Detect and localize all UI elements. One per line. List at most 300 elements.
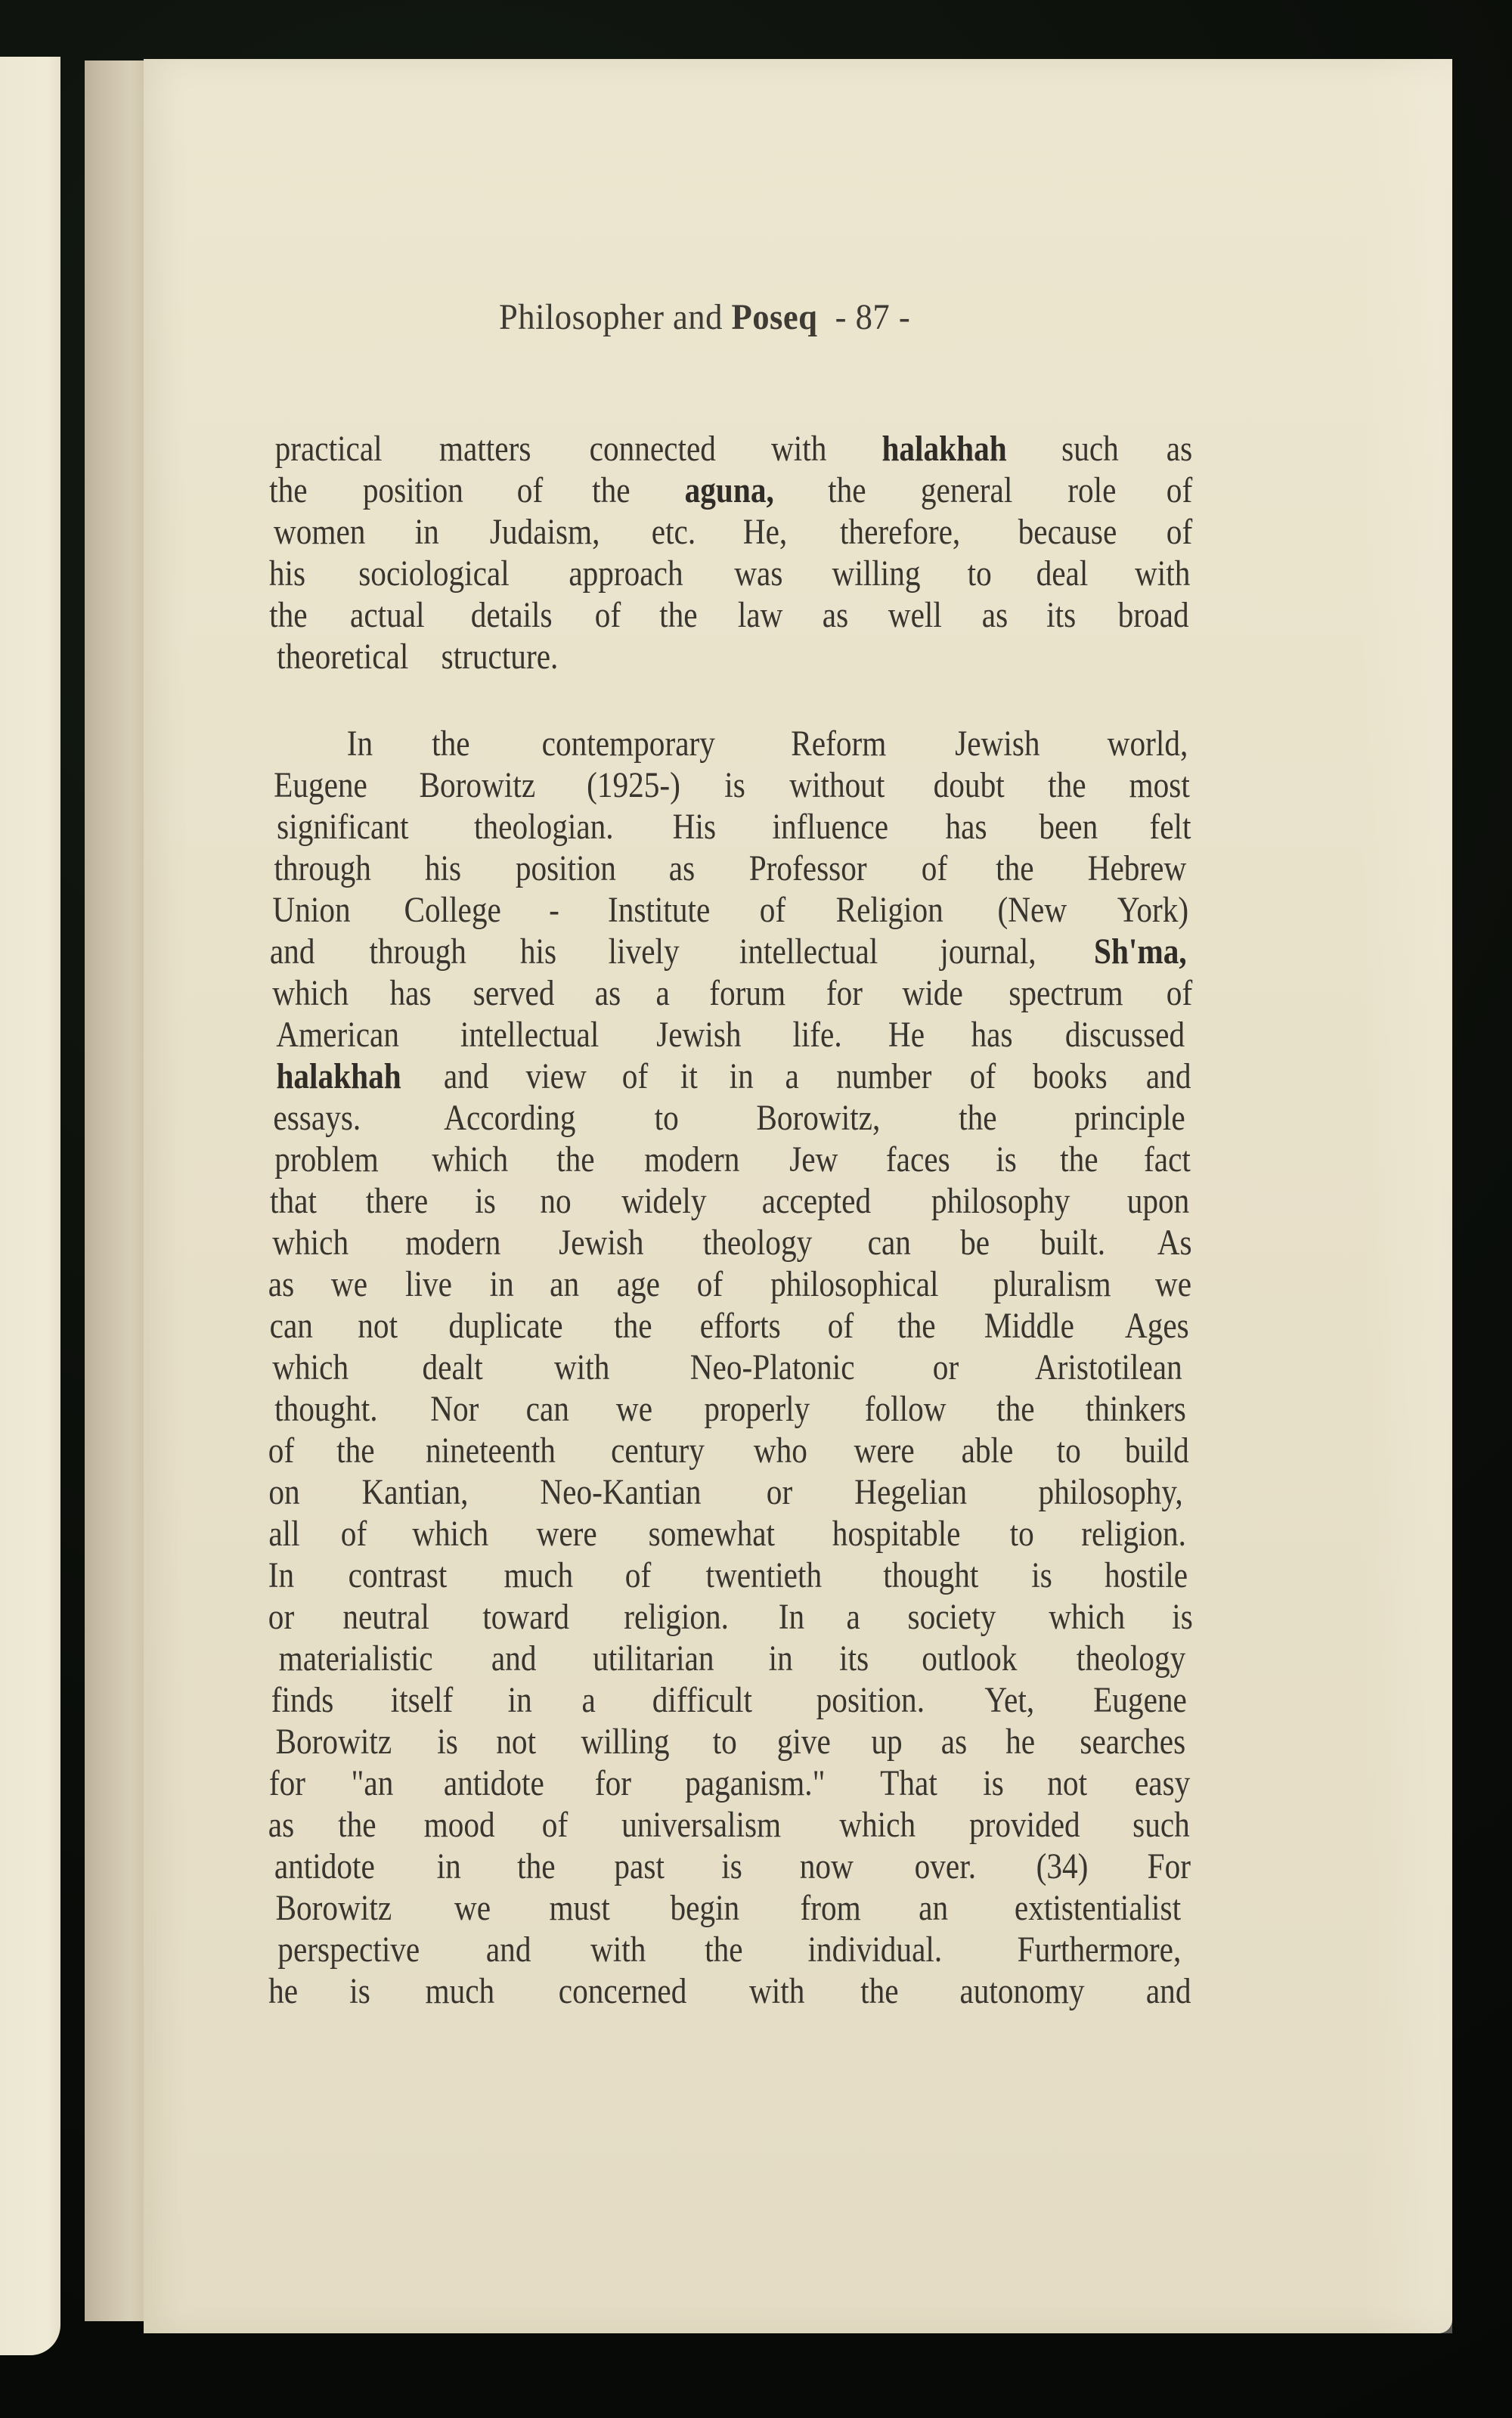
word: (1925-) [587, 765, 681, 805]
word: Ages [1125, 1306, 1190, 1346]
text-line [266, 1097, 1194, 1139]
word: without [789, 765, 885, 805]
text-line [266, 1430, 1194, 1472]
facing-page-edge [0, 57, 60, 2355]
word: of [341, 1514, 367, 1554]
text-line [266, 428, 1194, 470]
word: itself [391, 1680, 454, 1720]
word: pluralism [993, 1264, 1111, 1304]
word: its [1046, 595, 1077, 635]
word: women [273, 512, 366, 552]
word: the [338, 1805, 376, 1845]
word: Hebrew [1087, 848, 1187, 888]
word: with [590, 1930, 646, 1970]
word: outlook [922, 1638, 1018, 1679]
word: Eugene [1093, 1680, 1187, 1720]
word: sociological [358, 553, 510, 594]
word: journal, [939, 932, 1036, 972]
word: an [919, 1888, 949, 1928]
word: concerned [559, 1971, 687, 2011]
word: religion. [1080, 1514, 1186, 1554]
word: live [405, 1264, 453, 1304]
word: principle [1074, 1098, 1186, 1138]
word: Union [272, 890, 351, 930]
word: Hegelian [854, 1472, 968, 1512]
word: for [268, 1763, 306, 1803]
text-line [266, 1139, 1194, 1181]
word: which [411, 1514, 488, 1554]
word: we [330, 1264, 367, 1304]
text-line [266, 1929, 1194, 1971]
word: built. [1040, 1223, 1106, 1263]
word: willing [581, 1722, 670, 1762]
text-line [266, 1305, 1194, 1347]
word: broad [1117, 595, 1189, 635]
word: universalism [621, 1805, 782, 1845]
word: influence [772, 807, 889, 847]
word: twentieth [705, 1555, 823, 1595]
word: through [274, 848, 371, 888]
word: as [1166, 429, 1193, 469]
word: - [549, 890, 560, 930]
word: position. [816, 1680, 925, 1720]
word: Jewish [954, 724, 1040, 764]
word: in [729, 1056, 754, 1096]
word: because [1018, 512, 1117, 552]
word: to [654, 1098, 679, 1138]
word: or [932, 1347, 959, 1387]
word: upon [1126, 1181, 1190, 1221]
word: the [659, 595, 698, 635]
word: of [696, 1264, 723, 1304]
text-line [266, 972, 1194, 1015]
word: etc. [652, 512, 696, 552]
word: was [734, 553, 783, 594]
word: modern [405, 1223, 501, 1263]
word: intellectual [739, 932, 878, 972]
word: an [550, 1264, 579, 1304]
word: has [389, 973, 432, 1013]
word: spectrum [1009, 973, 1123, 1013]
word: searches [1080, 1722, 1186, 1762]
running-head [499, 296, 910, 338]
text-line [266, 1970, 1194, 2013]
word: of [970, 1056, 996, 1096]
word: a [785, 1056, 799, 1096]
word: accepted [762, 1181, 872, 1221]
word: Borowitz [419, 765, 535, 805]
word: books [1033, 1056, 1108, 1096]
word: can [525, 1389, 570, 1429]
word: problem [274, 1139, 379, 1180]
word: hospitable [832, 1514, 961, 1554]
word: which [1049, 1597, 1126, 1637]
word: difficult [652, 1680, 753, 1720]
word: perspective [277, 1930, 420, 1970]
text-line [266, 553, 1194, 595]
word: American [276, 1015, 399, 1055]
word: role [1067, 470, 1117, 510]
word: He, [742, 512, 787, 552]
word: Nor [429, 1389, 479, 1429]
text-line [266, 1679, 1194, 1722]
word: who [754, 1431, 808, 1471]
word: is [475, 1181, 497, 1221]
word: Religion [835, 890, 944, 930]
page-number: - 87 - [835, 297, 911, 337]
word: not [496, 1722, 537, 1762]
text-line [266, 1596, 1194, 1638]
word: life. [792, 1015, 842, 1055]
word: position [362, 470, 463, 510]
word: is [436, 1722, 458, 1762]
word: Borowitz [275, 1888, 392, 1928]
word: and [443, 1056, 489, 1096]
word: Jewish [559, 1223, 644, 1263]
word: contrast [348, 1555, 448, 1595]
word: and [485, 1930, 531, 1970]
word: which [272, 973, 349, 1013]
word: In [346, 724, 373, 764]
word: is [724, 765, 746, 805]
word: for [594, 1763, 631, 1803]
word: felt [1149, 807, 1191, 847]
word: or [268, 1597, 295, 1637]
word: properly [704, 1389, 810, 1429]
word: not [358, 1306, 398, 1346]
text-line [266, 1887, 1194, 1930]
word: Professor [749, 848, 867, 888]
text-line [266, 723, 1194, 765]
word: nineteenth [425, 1431, 556, 1471]
word: Middle [984, 1306, 1074, 1346]
word: discussed [1064, 1015, 1185, 1055]
word: paganism." [684, 1763, 826, 1803]
word: and [1145, 1056, 1191, 1096]
word: past [614, 1846, 665, 1886]
word: is [721, 1846, 742, 1886]
word: of [268, 1431, 295, 1471]
word: religion. [623, 1597, 729, 1637]
word: a [655, 973, 671, 1013]
running-head-title: Philosopher and [499, 297, 723, 337]
word: as [982, 595, 1009, 635]
word: actual [350, 595, 425, 635]
word: theologian. [474, 807, 615, 847]
word: with [1134, 553, 1190, 594]
word: able [961, 1431, 1013, 1471]
word: finds [271, 1680, 334, 1720]
word: Jew [789, 1139, 838, 1180]
word: provided [969, 1805, 1080, 1845]
word: For [1147, 1846, 1191, 1886]
word: therefore, [839, 512, 961, 552]
word: has [970, 1015, 1013, 1055]
word: for [826, 973, 863, 1013]
word: with [554, 1347, 610, 1387]
word: view [525, 1056, 587, 1096]
word: we [1154, 1264, 1191, 1304]
word: such [1061, 429, 1120, 469]
word: intellectual [460, 1015, 600, 1055]
word: to [1056, 1431, 1081, 1471]
word: a [581, 1680, 596, 1720]
bold-term: aguna, [684, 470, 774, 510]
word: of [624, 1555, 651, 1595]
word: doubt [933, 765, 1005, 805]
word: follow [865, 1389, 947, 1429]
text-line [266, 931, 1194, 973]
word: which [838, 1805, 916, 1845]
text-line [266, 1388, 1194, 1431]
word: much [425, 1971, 495, 2011]
text-line [266, 636, 1194, 678]
word: such [1132, 1805, 1190, 1845]
word: autonomy [959, 1971, 1085, 2011]
word: not [1047, 1763, 1088, 1803]
word: College [404, 890, 501, 930]
word: of [517, 470, 544, 510]
word: no [540, 1181, 572, 1221]
text-line [266, 764, 1194, 807]
word: the [613, 1306, 652, 1346]
word: approach [569, 553, 683, 594]
word: which [272, 1347, 349, 1387]
word: in [414, 512, 439, 552]
word: thought. [274, 1389, 378, 1429]
word: modern [643, 1139, 739, 1180]
word: and [1145, 1971, 1191, 2011]
word: Reform [790, 724, 887, 764]
text-line [266, 1014, 1194, 1056]
word: the [269, 595, 308, 635]
word: materialistic [278, 1638, 433, 1679]
word: can [269, 1306, 313, 1346]
word: the [959, 1098, 997, 1138]
text-line [266, 1263, 1194, 1306]
word: and [269, 932, 315, 972]
text-line [266, 1721, 1194, 1763]
word: to [967, 553, 992, 594]
word: as [941, 1722, 968, 1762]
word: as [268, 1805, 295, 1845]
word: in [489, 1264, 514, 1304]
word: of [541, 1805, 568, 1845]
word: which [432, 1139, 509, 1180]
word: is [996, 1139, 1017, 1180]
word: is [982, 1763, 1004, 1803]
word: to [1009, 1514, 1034, 1554]
word: the [1060, 1139, 1098, 1180]
word: the [860, 1971, 899, 2011]
word: antidote [274, 1846, 375, 1886]
word: the [897, 1306, 936, 1346]
word: a [846, 1597, 861, 1637]
text-line [266, 1555, 1194, 1597]
word: matters [438, 429, 531, 469]
word: That [880, 1763, 937, 1803]
word: were [854, 1431, 915, 1471]
word: the [704, 1930, 743, 1970]
word: the [996, 1389, 1035, 1429]
word: number [836, 1056, 932, 1096]
word: easy [1134, 1763, 1190, 1803]
word: the [517, 1846, 556, 1886]
word: has [945, 807, 987, 847]
word: thought [883, 1555, 979, 1595]
word: "an [351, 1763, 394, 1803]
word: the [1048, 765, 1086, 805]
word: through [369, 932, 466, 972]
word: on [268, 1472, 300, 1512]
word: the [592, 470, 631, 510]
word: Judaism, [489, 512, 600, 552]
word: build [1125, 1431, 1189, 1471]
word: of [922, 848, 948, 888]
word: widely [621, 1181, 707, 1221]
word: much [503, 1555, 574, 1595]
text-line [266, 594, 1194, 637]
word: thinkers [1086, 1389, 1187, 1429]
word: dealt [422, 1347, 483, 1387]
word: In [778, 1597, 804, 1637]
text-line [266, 1762, 1194, 1805]
word: world, [1107, 724, 1188, 764]
word: the [336, 1431, 375, 1471]
word: as [668, 848, 695, 888]
text-line [266, 1347, 1194, 1389]
word: we [615, 1389, 652, 1429]
word: philosophy, [1038, 1472, 1183, 1512]
word: theology [702, 1223, 813, 1263]
book-gutter [85, 60, 145, 2321]
word: his [519, 932, 557, 972]
word: of [760, 890, 786, 930]
word: in [436, 1846, 461, 1886]
word: of [1166, 973, 1193, 1013]
word: age [616, 1264, 660, 1304]
word: (34) [1036, 1846, 1089, 1886]
bold-term: halakhah [276, 1056, 401, 1096]
word: century [611, 1431, 705, 1471]
word: Kantian, [361, 1472, 469, 1512]
word: as [268, 1264, 295, 1304]
word: as [595, 973, 621, 1013]
word: from [800, 1888, 862, 1928]
word: essays. [273, 1098, 361, 1138]
word: contemporary [541, 724, 715, 764]
word: is [1172, 1597, 1193, 1637]
word: we [454, 1888, 491, 1928]
word: as [822, 595, 849, 635]
word: the [828, 470, 866, 510]
word: philosophical [770, 1264, 939, 1304]
word: details [470, 595, 553, 635]
word: he [1005, 1722, 1036, 1762]
word: extistentialist [1014, 1888, 1182, 1928]
word: His [672, 807, 716, 847]
text-line [266, 1056, 1194, 1098]
word: efforts [699, 1306, 781, 1346]
word: deal [1036, 553, 1088, 594]
text-line [266, 806, 1194, 848]
word: which [272, 1223, 349, 1263]
word: begin [670, 1888, 740, 1928]
word: up [871, 1722, 903, 1762]
word: been [1038, 807, 1098, 847]
word: he [268, 1971, 299, 2011]
word: with [770, 429, 827, 469]
word: significant [277, 807, 409, 847]
word: give [776, 1722, 831, 1762]
text-line [266, 470, 1194, 512]
word: In [268, 1555, 295, 1595]
word: general [920, 470, 1013, 510]
word: utilitarian [593, 1638, 714, 1679]
word: is [1031, 1555, 1052, 1595]
word: mood [423, 1805, 495, 1845]
word: theoretical [277, 637, 409, 677]
word: neutral [342, 1597, 429, 1637]
word: and [491, 1638, 537, 1679]
running-head-title-bold: Poseq [731, 297, 818, 337]
word: wide [902, 973, 963, 1013]
word: willing [832, 553, 921, 594]
word: must [549, 1888, 610, 1928]
word: in [768, 1638, 793, 1679]
word: duplicate [448, 1306, 563, 1346]
word: the [556, 1139, 595, 1180]
word: According [444, 1098, 576, 1138]
word: practical [274, 429, 383, 469]
word: of [594, 595, 621, 635]
word: individual. [807, 1930, 943, 1970]
text-line [266, 889, 1194, 932]
word: theology [1076, 1638, 1186, 1679]
word: most [1129, 765, 1190, 805]
word: forum [708, 973, 785, 1013]
word: is [349, 1971, 371, 2011]
word: of [1166, 512, 1193, 552]
word: structure. [441, 637, 558, 677]
word: be [960, 1223, 990, 1263]
word: of [621, 1056, 649, 1096]
word: of [827, 1306, 854, 1346]
text-line [266, 511, 1194, 553]
word: lively [608, 932, 680, 972]
word: (New [996, 890, 1067, 930]
word: his [268, 553, 306, 594]
text-line [266, 1222, 1194, 1264]
text-line [266, 848, 1194, 890]
word: law [738, 595, 783, 635]
word: Borowitz, [756, 1098, 880, 1138]
word: in [507, 1680, 532, 1720]
word: antidote [444, 1763, 545, 1803]
word: it [680, 1056, 698, 1096]
word: to [712, 1722, 737, 1762]
word: Yet, [984, 1680, 1035, 1720]
word: now [799, 1846, 854, 1886]
word: its [839, 1638, 869, 1679]
word: of [1166, 470, 1193, 510]
word: faces [886, 1139, 950, 1180]
word: the [269, 470, 308, 510]
word: society [907, 1597, 996, 1637]
word: position [515, 848, 616, 888]
word: hostile [1104, 1555, 1188, 1595]
bold-term: halakhah [881, 429, 1007, 469]
